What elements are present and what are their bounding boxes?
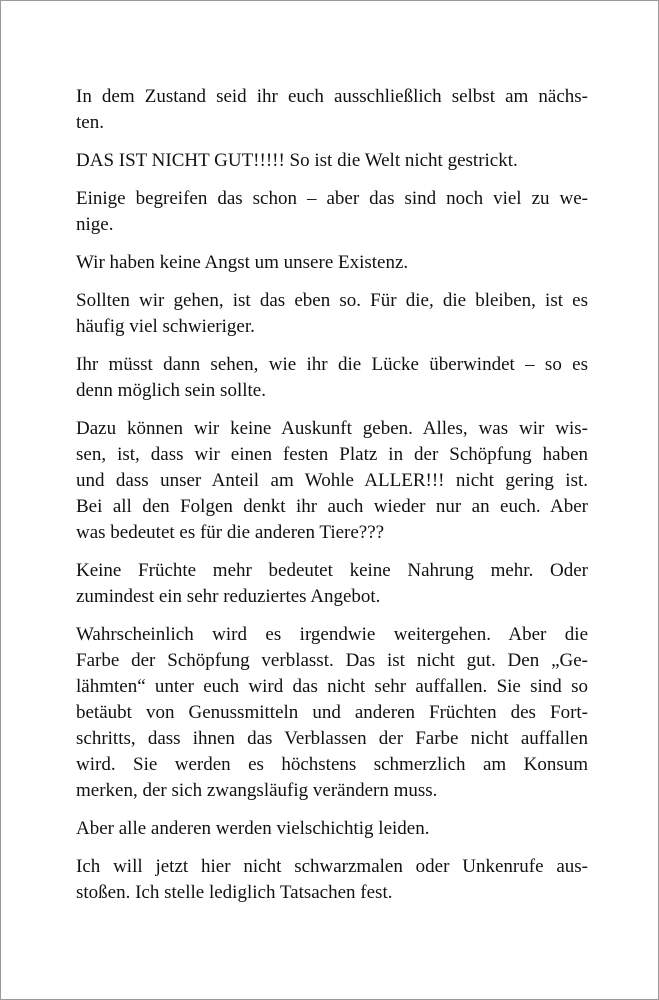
paragraph-11 (76, 854, 588, 906)
paragraph-11-line-2: stoßen. Ich stelle lediglich Tatsachen fest. (76, 882, 393, 903)
paragraph-2 (76, 148, 588, 174)
paragraph-7-line-1: Dazu können wir keine Auskunft geben. Alles, was wir wis- (76, 418, 588, 439)
paragraph-4 (76, 250, 588, 276)
paragraph-9 (76, 622, 588, 804)
paragraph-3-line-1: Einige begreifen das schon – aber das sind noch viel zu we- (76, 188, 588, 209)
paragraph-7-line-5: was bedeutet es für die anderen Tiere??? (76, 522, 385, 543)
paragraph-9-line-2: Farbe der Schöpfung verblasst. Das ist nicht gut. Den „Ge- (76, 650, 588, 671)
paragraph-2-line-1: DAS IST NICHT GUT!!!!! So ist die Welt nicht gestrickt. (76, 150, 518, 171)
paragraph-3-line-2: nige. (76, 214, 114, 235)
paragraph-9-line-7: merken, der sich zwangsläufig verändern muss. (76, 780, 438, 801)
paragraph-9-line-4: betäubt von Genussmitteln und anderen Früchten des Fort- (76, 702, 588, 723)
paragraph-6-line-2: denn möglich sein sollte. (76, 380, 266, 401)
paragraph-6-line-1: Ihr müsst dann sehen, wie ihr die Lücke überwindet – so es (76, 354, 588, 375)
paragraph-5-line-1: Sollten wir gehen, ist das eben so. Für die, die bleiben, ist es (76, 290, 588, 311)
paragraph-1-line-2: ten. (76, 112, 104, 133)
paragraph-7-line-3: und dass unser Anteil am Wohle ALLER!!! nicht gering ist. (76, 470, 588, 491)
paragraph-9-line-3: lähmten“ unter euch wird das nicht sehr auffallen. Sie sind so (76, 676, 588, 697)
paragraph-8-line-2: zumindest ein sehr reduziertes Angebot. (76, 586, 381, 607)
paragraph-5 (76, 288, 588, 340)
paragraph-7 (76, 416, 588, 546)
paragraph-1-line-1: In dem Zustand seid ihr euch ausschließlich selbst am nächs- (76, 86, 588, 107)
paragraph-10 (76, 816, 588, 842)
paragraph-9-line-6: wird. Sie werden es höchstens schmerzlich am Konsum (76, 754, 588, 775)
paragraph-10-line-1: Aber alle anderen werden vielschichtig leiden. (76, 818, 430, 839)
paragraph-7-line-2: sen, ist, dass wir einen festen Platz in der Schöpfung haben (76, 444, 588, 465)
paragraph-9-line-5: schritts, dass ihnen das Verblassen der Farbe nicht auffallen (76, 728, 588, 749)
paragraph-6 (76, 352, 588, 404)
page-text-body (76, 84, 588, 918)
paragraph-8-line-1: Keine Früchte mehr bedeutet keine Nahrung mehr. Oder (76, 560, 588, 581)
paragraph-3 (76, 186, 588, 238)
paragraph-4-line-1: Wir haben keine Angst um unsere Existenz. (76, 252, 409, 273)
paragraph-5-line-2: häufig viel schwieriger. (76, 316, 255, 337)
paragraph-8 (76, 558, 588, 610)
paragraph-9-line-1: Wahrscheinlich wird es irgendwie weitergehen. Aber die (76, 624, 588, 645)
paragraph-11-line-1: Ich will jetzt hier nicht schwarzmalen oder Unkenrufe aus- (76, 856, 588, 877)
paragraph-1 (76, 84, 588, 136)
paragraph-7-line-4: Bei all den Folgen denkt ihr auch wieder nur an euch. Aber (76, 496, 588, 517)
